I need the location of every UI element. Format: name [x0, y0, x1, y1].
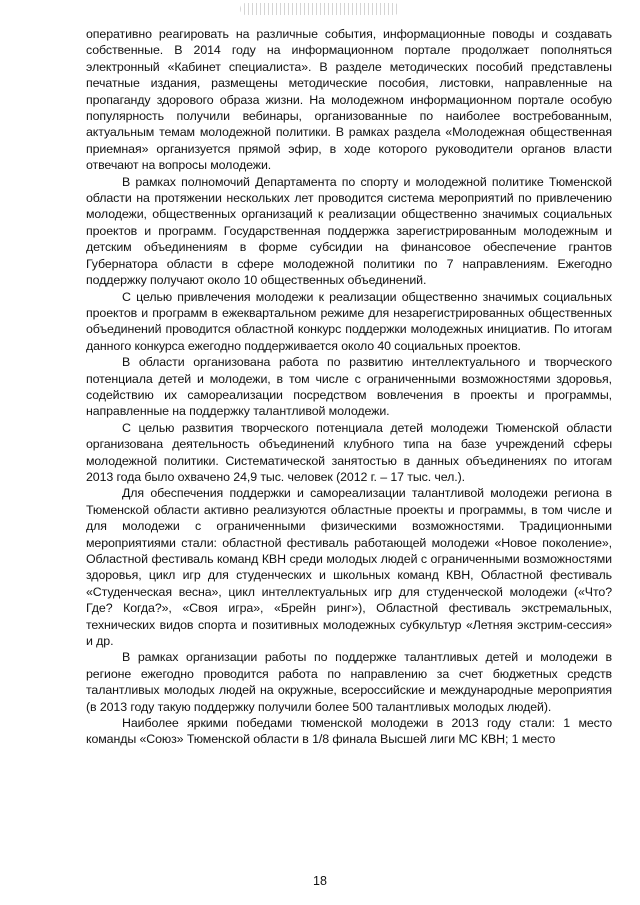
page-number: 18 [313, 874, 327, 888]
paragraph: В рамках организации работы по поддержке талантливых детей и молодежи в регионе ежегодно проводится работа по направлению за счет бюджетных средств талантливых молодых людей на окружные, всероссийские и международные мероприятия (в 2013 году такую поддержку получили более 500 талантливых молодых людей). [86, 650, 612, 714]
paragraph: С целью привлечения молодежи к реализации общественно значимых социальных проектов и программ в ежеквартальном режиме для незарегистрированных общественных объединений проводится областной конкурс поддержки молодежных инициатив. По итогам данного конкурса ежегодно поддерживается около 40 социальных проектов. [86, 289, 612, 353]
paragraph: Для обеспечения поддержки и самореализации талантливой молодежи региона в Тюменской области активно реализуются областные проекты и программы, в том числе и для молодежи с ограниченными физическими возможностями. Традиционными мероприятиями стали: областной фестиваль работающей молодежи «Новое поколение», Областной фестиваль команд КВН среди молодых людей с ограниченными возможностями здоровья, цикл игр для студенческих и школьных команд КВН, Областной фестиваль «Студенческая весна», цикл интеллектуальных игр для студенческой молодежи («Что? Где? Когда?», «Своя игра», «Брейн ринг»), Областной фестиваль экстремальных, технических видов спорта и позитивных молодежных субкультур «Летняя экстрим-сессия» и др. [86, 486, 612, 649]
paragraph: Наиболее яркими победами тюменской молодежи в 2013 году стали: 1 место команды «Союз» Тюменской области в 1/8 финала Высшей лиги МС КВН; 1 место [86, 716, 612, 747]
body-text [86, 26, 612, 748]
paragraph: С целью развития творческого потенциала детей молодежи Тюменской области организована деятельность объединений клубного типа на базе учреждений сферы молодежной политики. Систематической занятостью в данных объединениях по итогам 2013 года было охвачено 24,9 тыс. человек (2012 г. – 17 тыс. чел.). [86, 420, 612, 484]
paragraph: В области организована работа по развитию интеллектуального и творческого потенциала детей и молодежи, в том числе с ограниченными возможностями здоровья, содействию их самореализации посредством вовлечения в проекты и программы, направленные на поддержку талантливой молодежи. [86, 355, 612, 419]
paragraph: оперативно реагировать на различные события, информационные поводы и создавать собственные. В 2014 году на информационном портале продолжает пополняться электронный «Кабинет специалиста». В разделе методических пособий представлены печатные издания, размещены методические пособия, листовки, направленные на пропаганду здорового образа жизни. На молодежном информационном портале особую популярность получили вебинары, организованные по наиболее востребованным, актуальным темам молодежной политики. В рамках раздела «Молодежная общественная приемная» организуется прямой эфир, в ходе которого руководители органов власти отвечают на вопросы молодежи. [86, 27, 612, 173]
paragraph: В рамках полномочий Департамента по спорту и молодежной политике Тюменской области на протяжении нескольких лет проводится система мероприятий по привлечению молодежи, общественных организаций к реализации общественно значимых социальных проектов и программ. Государственная поддержка зарегистрированным молодежным и детским объединениям в форме субсидии на финансовое обеспечение грантов Губернатора области в сфере молодежной политики по 7 направлениям. Ежегодно поддержку получают около 10 общественных объединений. [86, 174, 612, 288]
scan-artifact [240, 3, 400, 15]
